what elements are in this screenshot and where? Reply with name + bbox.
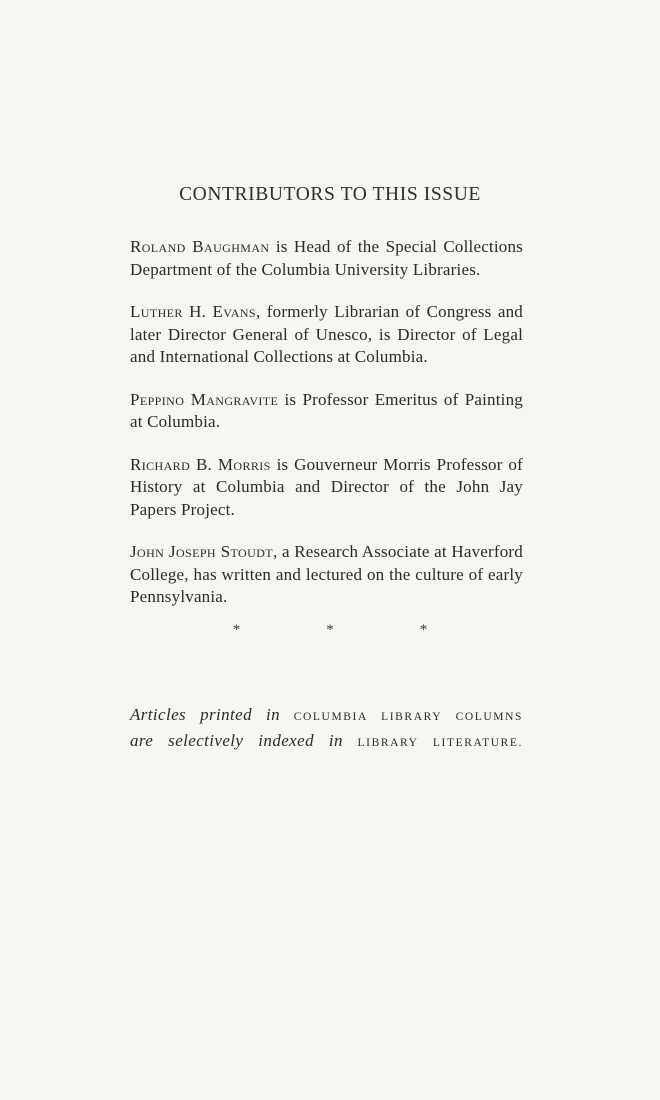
- contributors-list: [130, 236, 523, 629]
- contributor-entry: [130, 454, 523, 522]
- contributor-name: Roland Baughman: [130, 237, 270, 256]
- contributor-description: is Head of the Special Collections Department of the Columbia University Libraries.: [130, 237, 523, 279]
- contributor-description: is Professor Emeritus of Painting at Columbia.: [130, 389, 523, 431]
- section-divider: [0, 622, 660, 639]
- index-name: LIBRARY LITERATURE.: [357, 737, 524, 749]
- asterism-icon: *: [326, 622, 334, 638]
- contributor-entry: [130, 301, 523, 369]
- contributor-initial: B.: [190, 454, 218, 474]
- contributor-last-name: Morris: [217, 454, 271, 474]
- asterism-icon: *: [232, 622, 241, 638]
- note-italic-text: are selectively indexed in: [130, 731, 343, 750]
- contributor-name: Peppino Mangravite: [130, 389, 279, 409]
- contributor-description: , a Research Associate at Haverford College, has written and lectured on the culture of early Pennsylvania.: [130, 542, 523, 606]
- page-title: CONTRIBUTORS TO THIS ISSUE: [179, 184, 481, 205]
- contributor-entry: [130, 541, 523, 609]
- note-italic-text: Articles printed in: [130, 705, 281, 724]
- contributor-first-name: Richard: [130, 454, 191, 474]
- contributor-description: , formerly Librarian of Congress and later Director General of Unesco, is Director of Legal and International Collections at Columbia.: [130, 302, 524, 366]
- contributor-initial: H.: [182, 302, 213, 321]
- contributor-first-name: Luther: [130, 302, 183, 321]
- note-line: [130, 703, 523, 729]
- indexing-note: [130, 703, 523, 755]
- contributor-name: John Joseph Stoudt: [130, 542, 273, 561]
- contributor-description: is Gouverneur Morris Professor of History at Columbia and Director of the John Jay Papers Project.: [130, 454, 523, 519]
- contributor-entry: [130, 236, 523, 281]
- journal-name: COLUMBIA LIBRARY COLUMNS: [293, 711, 524, 723]
- contributor-entry: [130, 389, 523, 434]
- asterism-icon: *: [419, 622, 428, 638]
- contributor-last-name: Evans: [212, 302, 256, 321]
- note-line: [130, 729, 523, 755]
